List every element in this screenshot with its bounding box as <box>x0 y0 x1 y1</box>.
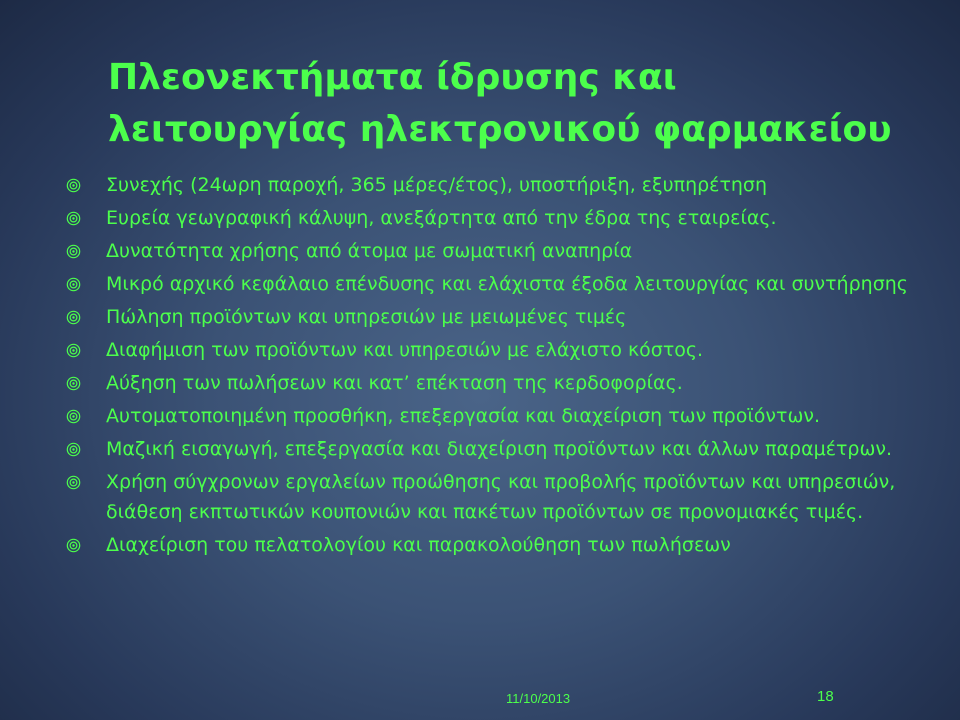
bullet-item <box>66 368 926 398</box>
bullet-item <box>66 401 926 431</box>
footer-date: 11/10/2013 <box>506 691 571 706</box>
bullet-text: Δυνατότητα χρήσης από άτομα με σωματική αναπηρία <box>106 240 633 262</box>
bullet-item <box>66 269 926 299</box>
target-bullet-icon <box>66 368 106 398</box>
slide-number: 18 <box>817 688 834 705</box>
target-bullet-icon <box>66 203 106 233</box>
bullet-text: Μικρό αρχικό κεφάλαιο επένδυσης και ελάχιστα έξοδα λειτουργίας και συντήρησης <box>106 273 908 295</box>
slide-title <box>108 52 938 156</box>
target-bullet-icon <box>66 530 106 560</box>
target-bullet-icon <box>66 335 106 365</box>
bullet-item <box>66 434 926 464</box>
bullet-item <box>66 335 926 365</box>
bullet-item <box>66 170 926 200</box>
bullet-text: Αύξηση των πωλήσεων και κατ’ επέκταση της κερδοφορίας. <box>106 372 683 394</box>
target-bullet-icon <box>66 302 106 332</box>
bullet-item <box>66 467 926 527</box>
target-bullet-icon <box>66 170 106 200</box>
bullet-text: Μαζική εισαγωγή, επεξεργασία και διαχείριση προϊόντων και άλλων παραμέτρων. <box>106 438 893 460</box>
bullet-text: Ευρεία γεωγραφική κάλυψη, ανεξάρτητα από την έδρα της εταιρείας. <box>106 207 777 229</box>
bullet-item <box>66 236 926 266</box>
target-bullet-icon <box>66 401 106 431</box>
bullet-text: Πώληση προϊόντων και υπηρεσιών με μειωμένες τιμές <box>106 306 627 328</box>
bullet-text: Χρήση σύγχρονων εργαλείων προώθησης και προβολής προϊόντων και υπηρεσιών, διάθεση εκπτωτικών κουπονιών και πακέτων προϊόντων σε προνομιακές τιμές. <box>106 471 896 523</box>
slide-title-line-2: λειτουργίας ηλεκτρονικού φαρμακείου <box>108 109 892 150</box>
target-bullet-icon <box>66 269 106 299</box>
bullet-text: Διαφήμιση των προϊόντων και υπηρεσιών με ελάχιστο κόστος. <box>106 339 704 361</box>
bullet-item <box>66 530 926 560</box>
bullet-text: Διαχείριση του πελατολογίου και παρακολούθηση των πωλήσεων <box>106 534 731 556</box>
slide-title-line-1: Πλεονεκτήματα ίδρυσης και <box>108 57 677 98</box>
target-bullet-icon <box>66 467 106 497</box>
target-bullet-icon <box>66 434 106 464</box>
bullet-text: Αυτοματοποιημένη προσθήκη, επεξεργασία και διαχείριση των προϊόντων. <box>106 405 821 427</box>
bullet-item <box>66 203 926 233</box>
bullet-list <box>66 170 926 563</box>
target-bullet-icon <box>66 236 106 266</box>
bullet-text: Συνεχής (24ωρη παροχή, 365 μέρες/έτος), υποστήριξη, εξυπηρέτηση <box>106 174 768 196</box>
bullet-item <box>66 302 926 332</box>
